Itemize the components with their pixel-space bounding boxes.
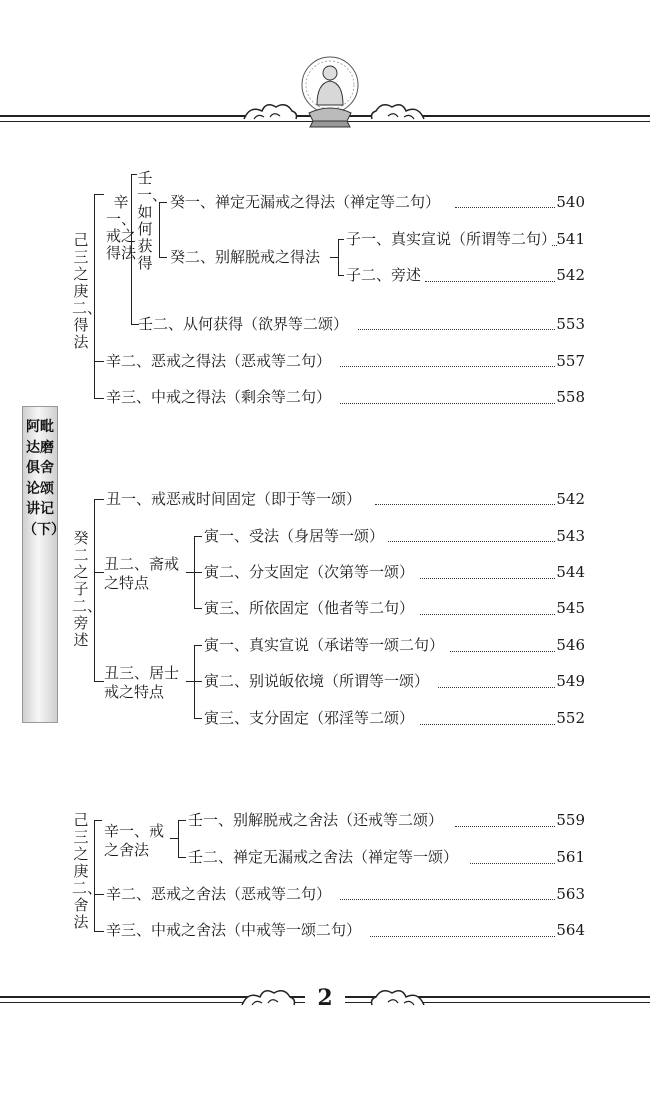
- section3-xin3-page: 564: [556, 921, 585, 939]
- cloud-scroll-left-icon: [238, 985, 298, 1011]
- section1-ren1: 壬一、如何获得: [137, 169, 168, 272]
- section2-yin-a2-label: 寅二、分支固定（次第等一颂）: [204, 563, 415, 581]
- section3-ren1-page: 559: [556, 811, 585, 829]
- section2-yin-b1-label: 寅一、真实宣说（承诺等一颂二句）: [204, 636, 445, 654]
- section3-ren2-label: 壬二、禅定无漏戒之舍法（禅定等一颂）: [188, 848, 459, 866]
- book-title-tab: [22, 406, 65, 723]
- section2-root: 癸二之子二、旁述: [72, 529, 103, 649]
- cloud-scroll-right-icon: [368, 985, 428, 1011]
- section1-xin3-page: 558: [556, 388, 585, 406]
- section2-yin-b3-label: 寅三、支分固定（邪淫等二颂）: [204, 709, 415, 727]
- section2-chou1-page: 542: [556, 490, 585, 508]
- section3-xin2-label: 辛二、恶戒之舍法（恶戒等二句）: [106, 885, 332, 903]
- section1-zi1-label: 子一、真实宣说（所谓等二句）: [346, 230, 557, 248]
- cloud-scroll-right-icon: [368, 99, 428, 127]
- section3-xin3-label: 辛三、中戒之舍法（中戒等一颂二句）: [106, 921, 362, 939]
- section1-xin3-label: 辛三、中戒之得法（剩余等二句）: [106, 388, 332, 406]
- section2-yin-b2-page: 549: [556, 672, 585, 690]
- section1-root: 己三之庚二、得法: [72, 231, 103, 351]
- section1-gui1-label: 癸一、禅定无漏戒之得法（禅定等二句）: [170, 193, 441, 211]
- seated-buddha-icon: [295, 55, 365, 130]
- section1-xin2-label: 辛二、恶戒之得法（恶戒等二句）: [106, 352, 332, 370]
- section1-xin1: 辛一、戒之得法: [105, 193, 136, 262]
- section2-yin-a2-page: 544: [556, 563, 585, 581]
- cloud-scroll-left-icon: [240, 99, 300, 127]
- section3-root: 己三之庚二、舍法: [72, 811, 103, 931]
- section2-chou2-label: 丑二、斋戒之特点: [104, 555, 180, 592]
- section2-yin-b1-page: 546: [556, 636, 585, 654]
- section3-xin2-page: 563: [556, 885, 585, 903]
- section3-ren2-page: 561: [556, 848, 585, 866]
- section1-zi2-label: 子二、旁述: [346, 266, 422, 284]
- section1-xin2-page: 557: [556, 352, 585, 370]
- section2-chou3-label: 丑三、居士戒之特点: [104, 664, 180, 701]
- section1-zi1-page: 541: [556, 230, 585, 248]
- section2-yin-a3-page: 545: [556, 599, 585, 617]
- section2-yin-b3-page: 552: [556, 709, 585, 727]
- section1-ren2-label: 壬二、从何获得（欲界等二颂）: [138, 315, 349, 333]
- section2-yin-b2-label: 寅二、别说皈依境（所谓等一颂）: [204, 672, 430, 690]
- page-number: 2: [305, 985, 345, 1011]
- section1-zi2-page: 542: [556, 266, 585, 284]
- footer-ornament: [0, 985, 650, 1015]
- section1-gui2-label: 癸二、别解脱戒之得法: [170, 248, 321, 266]
- section2-yin-a1-label: 寅一、受法（身居等一颂）: [204, 527, 385, 545]
- section2-yin-a3-label: 寅三、所依固定（他者等二句）: [204, 599, 415, 617]
- section1-ren2-page: 553: [556, 315, 585, 333]
- section3-ren1-label: 壬一、别解脱戒之舍法（还戒等二颂）: [188, 811, 444, 829]
- section2-yin-a1-page: 543: [556, 527, 585, 545]
- section3-xin1-label: 辛一、戒之舍法: [104, 822, 165, 859]
- book-title: 阿毗达磨俱舍论颂讲记（下）: [23, 419, 65, 538]
- header-ornament: [0, 55, 650, 130]
- section1-gui1-page: 540: [556, 193, 585, 211]
- section2-chou1-label: 丑一、戒恶戒时间固定（即于等一颂）: [106, 490, 362, 508]
